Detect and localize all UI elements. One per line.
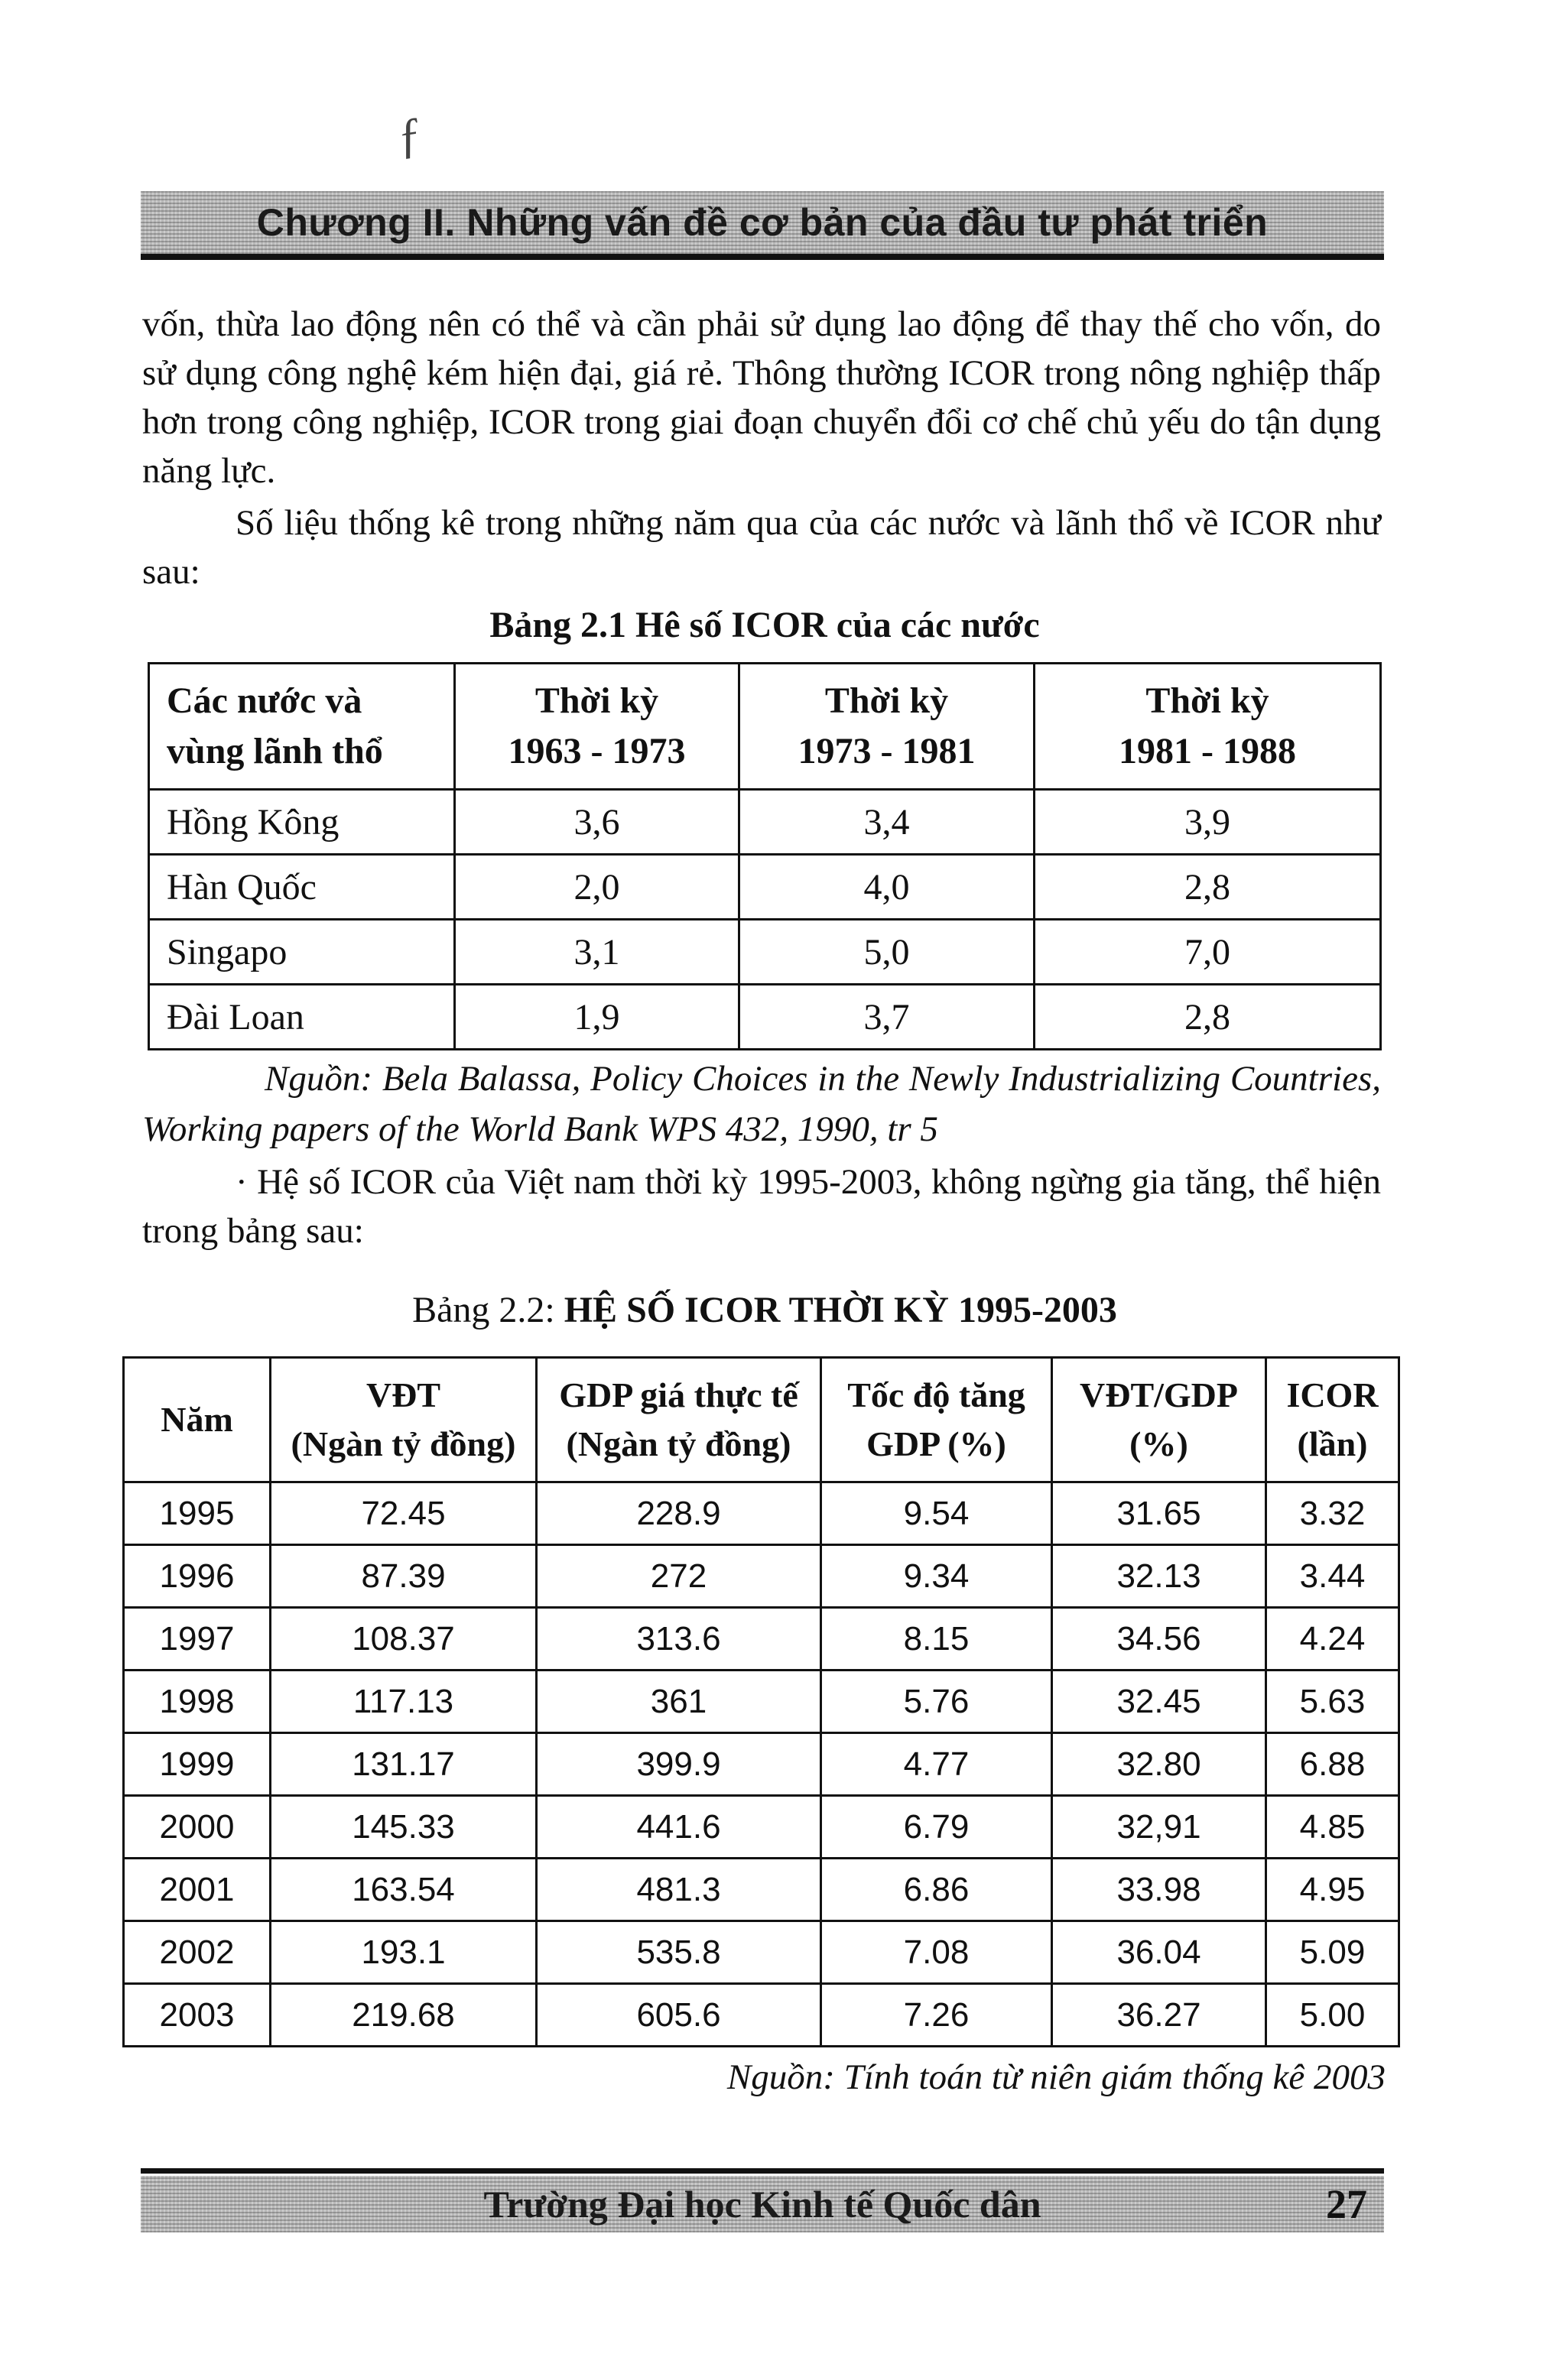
header-cell: Thời kỳ 1973 - 1981 (739, 664, 1035, 790)
value-cell: 32.45 (1052, 1671, 1266, 1733)
table-row (124, 1545, 1399, 1608)
paragraph-2: Số liệu thống kê trong những năm qua của các nước và lãnh thổ về ICOR như sau: (142, 503, 1381, 592)
value-cell: 4.85 (1266, 1796, 1399, 1859)
table-row (149, 855, 1381, 920)
value-cell: 9.54 (821, 1482, 1052, 1545)
value-cell: 32,91 (1052, 1796, 1266, 1859)
value-cell: 3,1 (455, 920, 739, 985)
value-cell: 108.37 (271, 1608, 537, 1671)
value-cell: 535.8 (537, 1921, 821, 1984)
value-cell: 481.3 (537, 1859, 821, 1921)
year-cell: 2001 (124, 1859, 271, 1921)
header-cell: ICOR (lần) (1266, 1358, 1399, 1482)
year-cell: 1997 (124, 1608, 271, 1671)
paragraph-3: · Hệ số ICOR của Việt nam thời kỳ 1995-2003, không ngừng gia tăng, thể hiện trong bảng sau: (142, 1162, 1381, 1251)
value-cell: 441.6 (537, 1796, 821, 1859)
value-cell: 4,0 (739, 855, 1035, 920)
value-cell: 228.9 (537, 1482, 821, 1545)
table-2-caption (0, 1289, 1529, 1331)
value-cell: 6.79 (821, 1796, 1052, 1859)
header-cell: Thời kỳ 1981 - 1988 (1035, 664, 1381, 790)
icor-vietnam-table (122, 1356, 1400, 2047)
value-cell: 163.54 (271, 1859, 537, 1921)
value-cell: 5.09 (1266, 1921, 1399, 1984)
year-cell: 2000 (124, 1796, 271, 1859)
value-cell: 3.32 (1266, 1482, 1399, 1545)
footer-banner (141, 2176, 1384, 2232)
country-cell: Singapo (149, 920, 455, 985)
table-2-source: Nguồn: Tính toán từ niên giám thống kê 2003 (726, 2057, 1386, 2097)
chapter-header-banner (141, 191, 1384, 254)
value-cell: 313.6 (537, 1608, 821, 1671)
value-cell: 131.17 (271, 1733, 537, 1796)
table-1-caption: Bảng 2.1 Hê số ICOR của các nước (489, 605, 1040, 645)
value-cell: 6.86 (821, 1859, 1052, 1921)
table-header-row (149, 664, 1381, 790)
table-row (124, 1482, 1399, 1545)
value-cell: 145.33 (271, 1796, 537, 1859)
table-row (124, 1608, 1399, 1671)
header-rule (141, 254, 1384, 260)
page-number: 27 (1326, 2181, 1367, 2227)
value-cell: 399.9 (537, 1733, 821, 1796)
country-cell: Hồng Kông (149, 790, 455, 855)
table-row (124, 1733, 1399, 1796)
value-cell: 4.95 (1266, 1859, 1399, 1921)
chapter-title: Chương II. Những vấn đề cơ bản của đầu tư phát triển (256, 201, 1269, 244)
value-cell: 219.68 (271, 1984, 537, 2047)
header-cell: GDP giá thực tế (Ngàn tỷ đồng) (537, 1358, 821, 1482)
table-2-caption-title: HỆ SỐ ICOR THỜI KỲ 1995-2003 (564, 1290, 1117, 1330)
value-cell: 7.08 (821, 1921, 1052, 1984)
table-1-source: Nguồn: Bela Balassa, Policy Choices in the Newly Industrializing Countries, Working papers of the World Bank WPS 432, 1990, tr 5 (142, 1059, 1381, 1149)
value-cell: 33.98 (1052, 1859, 1266, 1921)
value-cell: 8.15 (821, 1608, 1052, 1671)
header-cell: Tốc độ tăng GDP (%) (821, 1358, 1052, 1482)
value-cell: 31.65 (1052, 1482, 1266, 1545)
value-cell: 87.39 (271, 1545, 537, 1608)
value-cell: 3,6 (455, 790, 739, 855)
value-cell: 7,0 (1035, 920, 1381, 985)
value-cell: 7.26 (821, 1984, 1052, 2047)
value-cell: 36.27 (1052, 1984, 1266, 2047)
year-cell: 2003 (124, 1984, 271, 2047)
table-row (149, 920, 1381, 985)
year-cell: 2002 (124, 1921, 271, 1984)
header-cell: Năm (124, 1358, 271, 1482)
value-cell: 272 (537, 1545, 821, 1608)
value-cell: 4.77 (821, 1733, 1052, 1796)
table-body (124, 1482, 1399, 2047)
table-2-caption-prefix: Bảng 2.2: (412, 1290, 564, 1330)
value-cell: 361 (537, 1671, 821, 1733)
value-cell: 72.45 (271, 1482, 537, 1545)
value-cell: 5,0 (739, 920, 1035, 985)
table-row (124, 1796, 1399, 1859)
value-cell: 4.24 (1266, 1608, 1399, 1671)
value-cell: 3,7 (739, 985, 1035, 1050)
value-cell: 3,4 (739, 790, 1035, 855)
country-cell: Hàn Quốc (149, 855, 455, 920)
year-cell: 1998 (124, 1671, 271, 1733)
value-cell: 193.1 (271, 1921, 537, 1984)
table-row (124, 1859, 1399, 1921)
header-cell: VĐT/GDP (%) (1052, 1358, 1266, 1482)
year-cell: 1995 (124, 1482, 271, 1545)
value-cell: 32.80 (1052, 1733, 1266, 1796)
value-cell: 6.88 (1266, 1733, 1399, 1796)
footer-rule (141, 2168, 1384, 2174)
table-row (124, 1921, 1399, 1984)
icor-countries-table (148, 662, 1382, 1050)
header-cell: Thời kỳ 1963 - 1973 (455, 664, 739, 790)
value-cell: 1,9 (455, 985, 739, 1050)
table-row (149, 985, 1381, 1050)
footer-school-name: Trường Đại học Kinh tế Quốc dân (483, 2183, 1041, 2226)
header-cell: Các nước và vùng lãnh thổ (149, 664, 455, 790)
paragraph-1: vốn, thừa lao động nên có thể và cần phải sử dụng lao động để thay thế cho vốn, do sử dụng công nghệ kém hiện đại, giá rẻ. Thông thường ICOR trong nông nghiệp thấp hơn trong công nghiệp, ICOR trong giai đoạn chuyển đổi cơ chế chủ yếu do tận dụng năng lực. (142, 304, 1381, 491)
value-cell: 5.76 (821, 1671, 1052, 1733)
table-row (124, 1671, 1399, 1733)
value-cell: 3.44 (1266, 1545, 1399, 1608)
table-row (124, 1984, 1399, 2047)
value-cell: 9.34 (821, 1545, 1052, 1608)
value-cell: 605.6 (537, 1984, 821, 2047)
year-cell: 1996 (124, 1545, 271, 1608)
value-cell: 34.56 (1052, 1608, 1266, 1671)
value-cell: 2,8 (1035, 985, 1381, 1050)
table-row (149, 790, 1381, 855)
value-cell: 5.00 (1266, 1984, 1399, 2047)
value-cell: 32.13 (1052, 1545, 1266, 1608)
value-cell: 36.04 (1052, 1921, 1266, 1984)
stray-pen-mark: ƒ (394, 106, 426, 164)
year-cell: 1999 (124, 1733, 271, 1796)
value-cell: 117.13 (271, 1671, 537, 1733)
table-header-row (124, 1358, 1399, 1482)
value-cell: 3,9 (1035, 790, 1381, 855)
value-cell: 2,0 (455, 855, 739, 920)
header-cell: VĐT (Ngàn tỷ đồng) (271, 1358, 537, 1482)
country-cell: Đài Loan (149, 985, 455, 1050)
value-cell: 5.63 (1266, 1671, 1399, 1733)
value-cell: 2,8 (1035, 855, 1381, 920)
